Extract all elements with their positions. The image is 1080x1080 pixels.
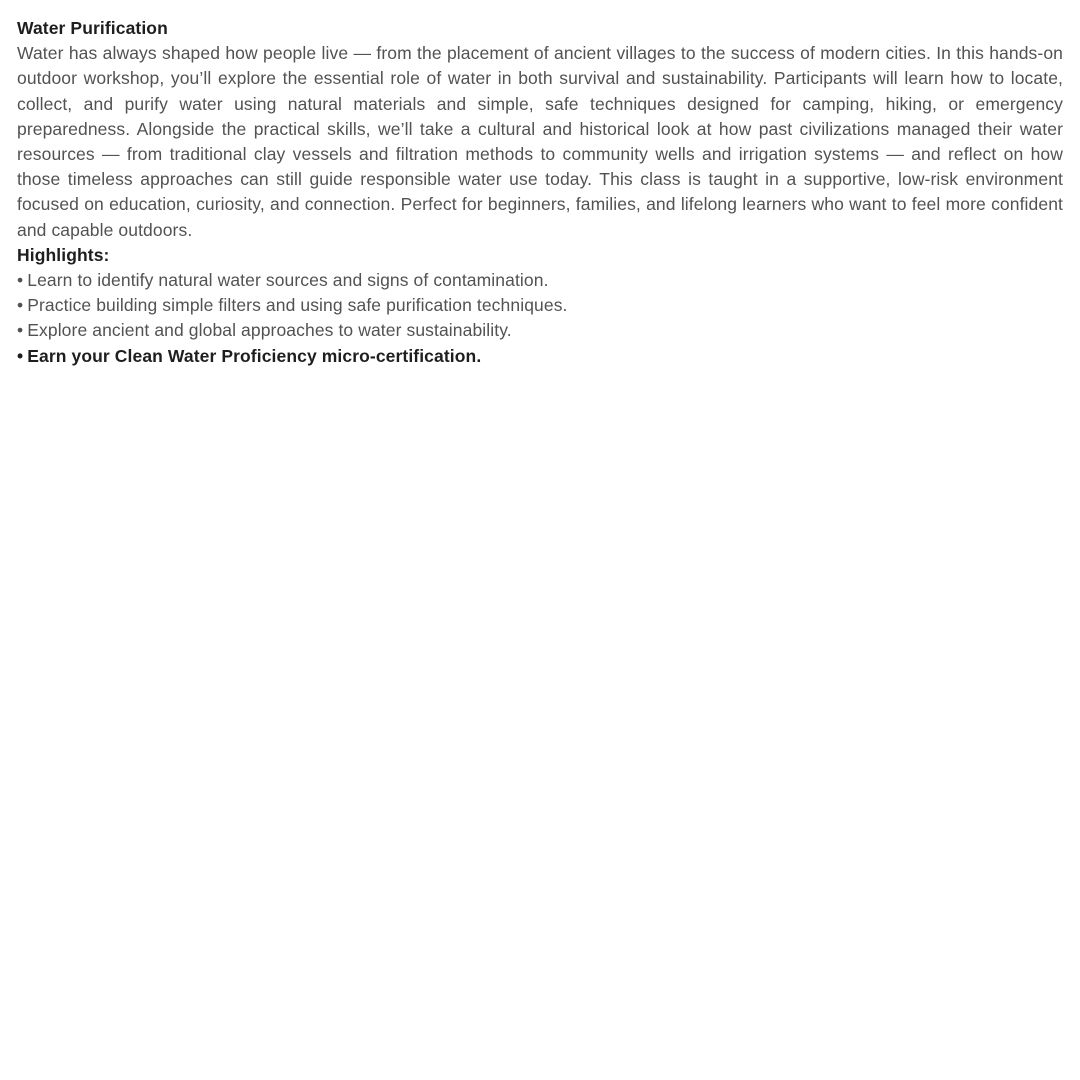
document-content — [0, 0, 1080, 369]
highlights-heading: Highlights: — [17, 244, 110, 265]
highlight-item — [17, 318, 1063, 343]
highlights-list — [17, 268, 1063, 369]
bullet-glyph: • — [17, 345, 24, 366]
bullet-glyph: • — [17, 295, 24, 316]
highlight-text: Learn to identify natural water sources and signs of contamination. — [27, 270, 549, 291]
highlight-item — [17, 268, 1063, 293]
highlight-item — [17, 344, 1063, 369]
highlight-item — [17, 293, 1063, 318]
highlight-text: Earn your Clean Water Proficiency micro-certification. — [27, 345, 482, 366]
highlight-text: Explore ancient and global approaches to water sustainability. — [27, 320, 512, 341]
highlight-text: Practice building simple filters and using safe purification techniques. — [27, 295, 568, 316]
description-paragraph: Water has always shaped how people live — from the placement of ancient villages to the success of modern cities. In this hands-on outdoor workshop, you’ll explore the essential role of water in both survival and sustainability. Participants will learn how to locate, collect, and purify water using natural materials and simple, safe techniques designed for camping, hiking, or emergency preparedness. Alongside the practical skills, we’ll take a cultural and historical look at how past civilizations managed their water resources — from traditional clay vessels and filtration methods to community wells and irrigation systems — and reflect on how those timeless approaches can still guide responsible water use today. This class is taught in a supportive, low-risk environment focused on education, curiosity, and connection. Perfect for beginners, families, and lifelong learners who want to feel more confident and capable outdoors. — [17, 43, 1063, 240]
bullet-glyph: • — [17, 270, 24, 291]
bullet-glyph: • — [17, 320, 24, 341]
page-title: Water Purification — [17, 18, 168, 38]
